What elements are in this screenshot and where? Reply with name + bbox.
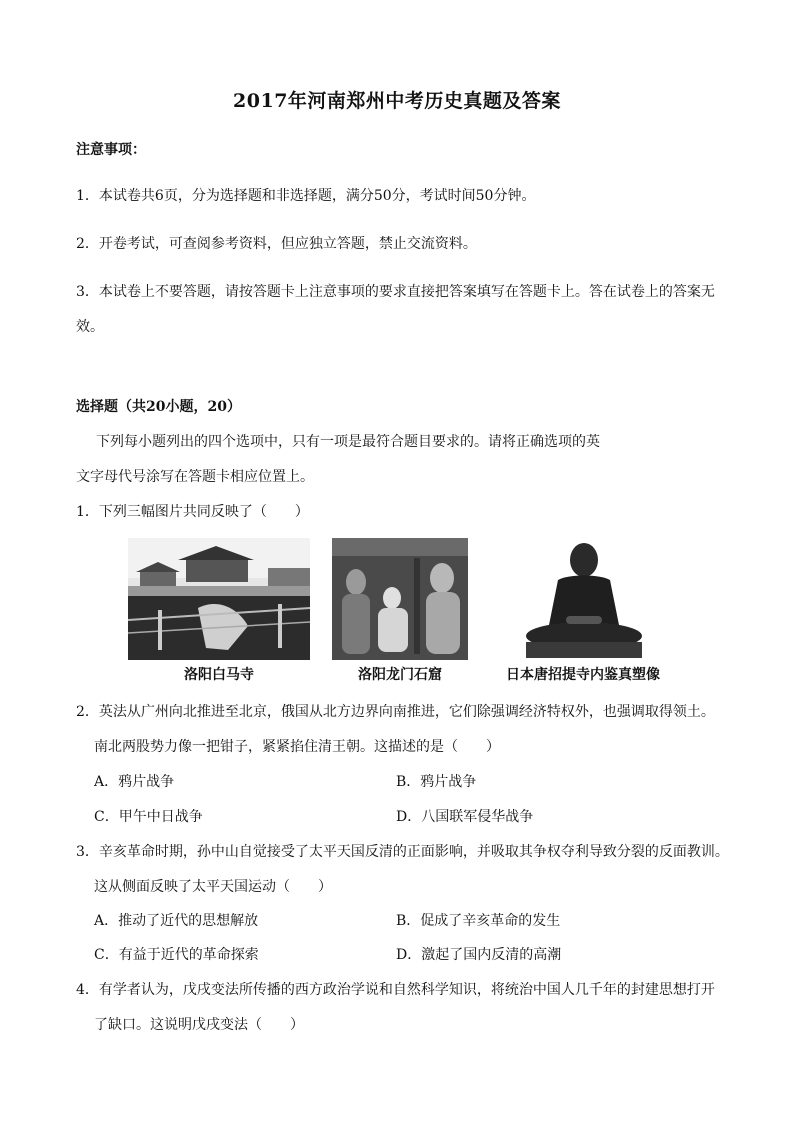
- notice-item-3-cont: 效。: [76, 319, 104, 335]
- notice-heading: 注意事项：: [76, 142, 146, 158]
- notice-item-2: 2．开卷考试，可查阅参考资料，但应独立答题，禁止交流资料。: [76, 236, 477, 252]
- q3-option-b: B．促成了辛亥革命的发生: [396, 913, 561, 929]
- caption-longmen-grottoes: 洛阳龙门石窟: [358, 667, 442, 683]
- q2-option-a: A．鸦片战争: [94, 774, 175, 790]
- q3-option-c: C．有益于近代的革命探索: [94, 947, 259, 963]
- q1-stem: 1．下列三幅图片共同反映了（ ）: [76, 504, 309, 520]
- q3-option-a: A．推动了近代的思想解放: [94, 913, 259, 929]
- q4-stem: 4．有学者认为，戊戌变法所传播的西方政治学说和自然科学知识，将统治中国人几千年的封建思想打开: [76, 982, 715, 998]
- q2-option-b: B．鸦片战争: [396, 774, 477, 790]
- section-intro-cont: 文字母代号涂写在答题卡相应位置上。: [76, 469, 314, 485]
- notice-item-1: 1．本试卷共6页，分为选择题和非选择题，满分50分，考试时间50分钟。: [76, 188, 536, 204]
- longmen-grottoes-photo: [332, 538, 468, 660]
- q2-option-c: C．甲午中日战争: [94, 809, 203, 825]
- section-heading: 选择题（共20小题，20）: [76, 399, 241, 415]
- jianzhen-statue-photo: [508, 538, 658, 660]
- q3-option-d: D．激起了国内反清的高潮: [396, 947, 562, 963]
- notice-item-3: 3．本试卷上不要答题，请按答题卡上注意事项的要求直接把答案填写在答题卡上。答在试卷上的答案无: [76, 284, 715, 300]
- baima-temple-photo: [128, 538, 310, 660]
- caption-baima-temple: 洛阳白马寺: [184, 667, 254, 683]
- caption-jianzhen-statue: 日本唐招提寺内鉴真塑像: [506, 667, 660, 683]
- q3-stem: 3．辛亥革命时期，孙中山自觉接受了太平天国反清的正面影响，并吸取其争权夺利导致分裂的反面教训。: [76, 844, 729, 860]
- section-intro: 下列每小题列出的四个选项中，只有一项是最符合题目要求的。请将正确选项的英: [96, 434, 600, 450]
- page-title: 2017年河南郑州中考历史真题及答案: [233, 90, 561, 112]
- q2-stem-cont: 南北两股势力像一把钳子，紧紧掐住清王朝。这描述的是（ ）: [94, 739, 500, 755]
- q2-option-d: D．八国联军侵华战争: [396, 809, 534, 825]
- q4-stem-cont: 了缺口。这说明戊戌变法（ ）: [94, 1017, 304, 1033]
- q3-stem-cont: 这从侧面反映了太平天国运动（ ）: [94, 879, 332, 895]
- q2-stem: 2．英法从广州向北推进至北京，俄国从北方边界向南推进，它们除强调经济特权外，也强调取得领土。: [76, 704, 715, 720]
